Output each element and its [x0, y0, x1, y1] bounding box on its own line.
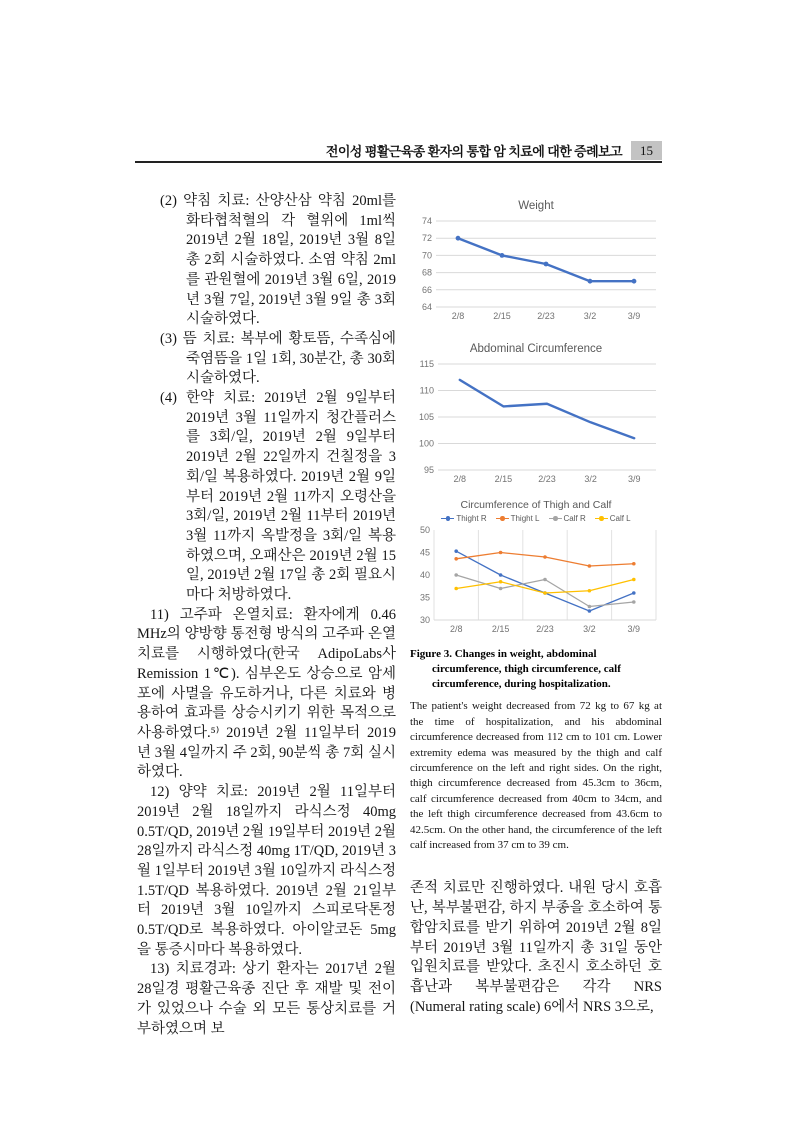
svg-text:68: 68 — [421, 267, 432, 278]
svg-text:2/23: 2/23 — [536, 624, 554, 634]
thigh-calf-chart — [410, 499, 662, 641]
abdominal-chart-plot — [410, 358, 662, 486]
thigh-calf-chart-title: Circumference of Thigh and Calf — [460, 499, 612, 511]
weight-chart-plot — [410, 215, 662, 323]
svg-text:3/2: 3/2 — [583, 624, 596, 634]
legend-label: Thight R — [456, 514, 487, 523]
legend-item-calf-r — [549, 514, 586, 523]
svg-text:3/9: 3/9 — [627, 624, 641, 634]
svg-text:2/8: 2/8 — [453, 474, 467, 484]
svg-text:2/8: 2/8 — [451, 311, 465, 321]
svg-text:3/9: 3/9 — [627, 311, 641, 321]
abdominal-chart-title: Abdominal Circumference — [469, 343, 603, 355]
paragraph-11: 11) 고주파 온열치료: 환자에게 0.46 MHz의 양방향 통전형 방식의 고주파 온열치료를 시행하였다(한국 AdipoLabs사 Remission 1℃). 심부온도 상승으로 암세포에 사멸을 유도하거나, 다른 치료와 병용하여 효과를 상승시키기 위한 목적으로 사용하였다.⁵⁾ 2019년 2월 11일부터 2019년 3월 4일까지 주 2회, 90분씩 총 7회 실시하였다. — [137, 606, 396, 781]
svg-text:70: 70 — [421, 250, 432, 261]
paragraph-13: 13) 치료경과: 상기 환자는 2017년 2월 28일경 평활근육종 진단 후 재발 및 전이가 있었으나 수술 외 모든 통상치료를 거부하였으며 보 — [137, 961, 396, 1037]
body-paragraph: 존적 치료만 진행하였다. 내원 당시 호흡난, 복부불편감, 하지 부종을 호소하여 통합암치료를 받기 위하여 2019년 2월 8일부터 2019년 3월 11일까지 총 31일 동안 입원치료를 받았다. 초진시 호소하던 호흡난과 복부불편감은 각각 NRS (Numeral rating scale) 6에서 NRS 3으로, — [410, 880, 662, 1015]
svg-text:3/9: 3/9 — [627, 474, 641, 484]
weight-chart — [410, 200, 662, 328]
svg-text:2/15: 2/15 — [491, 624, 510, 634]
svg-text:2/23: 2/23 — [538, 474, 556, 484]
page-number: 15 — [631, 141, 662, 160]
paragraph-3: (3) 뜸 치료: 복부에 황토뜸, 수족심에 죽염뜸을 1일 1회, 30분간, 총 30회 시술하였다. — [160, 330, 396, 387]
abdominal-circumference-chart — [410, 343, 662, 491]
svg-text:50: 50 — [419, 525, 430, 535]
svg-text:30: 30 — [419, 615, 430, 625]
legend-swatch-icon — [595, 518, 608, 520]
paragraph-12: 12) 양약 치료: 2019년 2월 11일부터 2019년 2월 18일까지 라식스정 40mg 0.5T/QD, 2019년 2월 19일부터 2019년 2월 28일까지 라식스정 40mg 1T/QD, 2019년 3월 1일부터 2019년 3월 10일까지 라식스정 1.5T/QD 복용하였다. 2019년 2월 21일부터 2019년 3월 10일까지 스피로닥톤정 0.5T/QD로 복용하였다. 아이알코돈 5mg을 통증시마다 복용하였다. — [137, 784, 396, 958]
svg-text:2/8: 2/8 — [449, 624, 463, 634]
legend-item-calf-l — [595, 514, 631, 523]
legend-label: Calf R — [563, 514, 586, 523]
paragraph-4: (4) 한약 치료: 2019년 2월 9일부터 2019년 3월 11일까지 청간플러스를 3회/일, 2019년 2월 9일부터 2019년 2월 22일까지 건칠정을 3회/일 복용하였다. 2019년 2월 9일부터 2019년 2월 11까지 오령산을 3회/일, 2019년 2월 11부터 2019년 3월 11까지 옥발정을 3회/일 복용하였으며, 오패산은 2019년 2월 15일, 2019년 2월 17일 총 2회 필요시마다 처방하였다. — [160, 390, 396, 604]
left-column — [137, 192, 396, 1039]
right-column — [410, 200, 662, 1017]
running-head: 전이성 평활근육종 환자의 통합 암 치료에 대한 증례보고 — [325, 144, 622, 159]
legend-swatch-icon — [441, 518, 454, 520]
figure-caption-body: The patient's weight decreased from 72 kg to 67 kg at the time of hospitalization, and his abdominal circumference decreased from 112 cm to 101 cm. Lower extremity edema was measured by the thigh and calf circumference on the left and right sides. On the right, thigh circumference decreased from 45.3cm to 36cm, calf circumference decreased from 40cm to 34cm, and the left thigh circumference decreased from 43.6cm to 42.5cm. On the other hand, the circumference of the left calf increased from 37 cm to 39 cm. — [410, 700, 662, 852]
legend-label: Calf L — [609, 514, 631, 523]
legend-label: Thight L — [510, 514, 540, 523]
legend-item-thight-r — [441, 514, 486, 523]
svg-text:100: 100 — [418, 438, 434, 449]
svg-text:2/15: 2/15 — [494, 474, 513, 484]
header-rule — [135, 161, 662, 163]
legend-swatch-icon — [549, 518, 562, 520]
svg-text:105: 105 — [418, 412, 434, 422]
thigh-calf-chart-plot — [410, 524, 662, 636]
page-header — [135, 140, 662, 161]
svg-text:95: 95 — [423, 465, 434, 475]
svg-text:64: 64 — [421, 302, 432, 312]
svg-text:2/23: 2/23 — [537, 311, 555, 321]
svg-text:45: 45 — [419, 547, 430, 558]
svg-text:35: 35 — [419, 592, 430, 603]
svg-text:66: 66 — [421, 284, 432, 295]
svg-text:3/2: 3/2 — [584, 474, 597, 484]
legend-swatch-icon — [496, 518, 509, 520]
svg-text:2/15: 2/15 — [493, 311, 511, 321]
svg-text:3/2: 3/2 — [583, 311, 597, 321]
paragraph-2: (2) 약침 치료: 산양산삼 약침 20ml를 화타협척혈의 각 혈위에 1ml씩 2019년 2월 18일, 2019년 3월 8일 총 2회 시술하였다. 소염 약침 2ml를 관원혈에 2019년 3월 6일, 2019년 3월 7일, 2019년 3월 9일 총 3회 시술하였다. — [160, 193, 396, 328]
svg-text:110: 110 — [419, 385, 434, 396]
svg-text:74: 74 — [421, 216, 432, 226]
weight-chart-title: Weight — [518, 200, 554, 212]
svg-text:72: 72 — [421, 233, 432, 244]
thigh-calf-legend — [410, 514, 662, 523]
figure-caption-title: Figure 3. Changes in weight, abdominal circumference, thigh circumference, calf circumference, during hospitalization. — [410, 648, 621, 690]
svg-text:115: 115 — [419, 359, 434, 369]
svg-text:40: 40 — [419, 570, 430, 580]
legend-item-thight-l — [496, 514, 540, 523]
